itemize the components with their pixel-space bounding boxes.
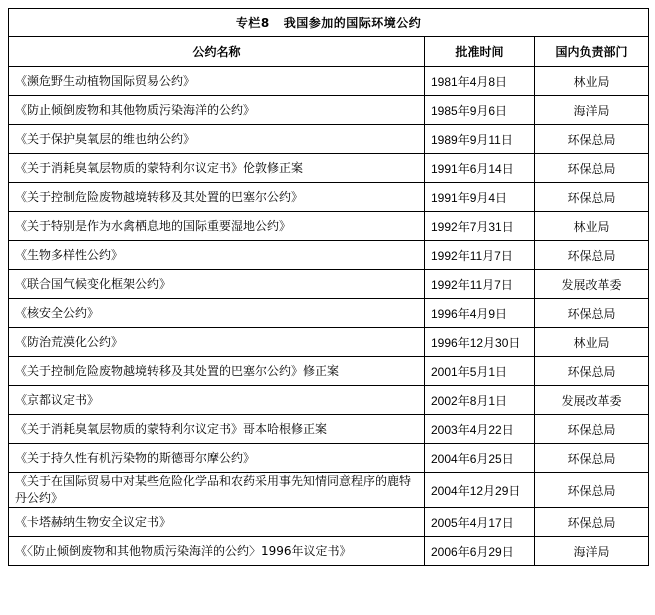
table-row [9,444,649,473]
conventions-table [8,8,649,566]
table-row [9,328,649,357]
department-cell: 环保总局 [535,444,649,473]
table-row [9,386,649,415]
header-dept: 国内负责部门 [535,37,649,67]
convention-name-cell: 《濒危野生动植物国际贸易公约》 [9,67,425,96]
table-row [9,299,649,328]
table-row [9,183,649,212]
approval-date-cell: 2001年5月1日 [425,357,535,386]
approval-date-cell: 2005年4月17日 [425,508,535,537]
department-cell: 海洋局 [535,96,649,125]
column-label: 专栏8 [235,16,270,30]
department-cell: 海洋局 [535,537,649,566]
department-cell: 环保总局 [535,357,649,386]
convention-name-cell: 《联合国气候变化框架公约》 [9,270,425,299]
approval-date-cell: 2006年6月29日 [425,537,535,566]
convention-name-cell: 《关于特别是作为水禽栖息地的国际重要湿地公约》 [9,212,425,241]
convention-name-cell: 《京都议定书》 [9,386,425,415]
header-date: 批准时间 [425,37,535,67]
department-cell: 林业局 [535,328,649,357]
table-row [9,537,649,566]
department-cell: 环保总局 [535,415,649,444]
department-cell: 环保总局 [535,125,649,154]
approval-date-cell: 1991年9月4日 [425,183,535,212]
table-title-row [9,9,649,37]
approval-date-cell: 2003年4月22日 [425,415,535,444]
table-row [9,125,649,154]
convention-name-cell: 《关于持久性有机污染物的斯德哥尔摩公约》 [9,444,425,473]
approval-date-cell: 2004年6月25日 [425,444,535,473]
table-row [9,212,649,241]
convention-name-cell: 《卡塔赫纳生物安全议定书》 [9,508,425,537]
table-row [9,241,649,270]
department-cell: 环保总局 [535,241,649,270]
convention-name-cell: 《关于消耗臭氧层物质的蒙特利尔议定书》哥本哈根修正案 [9,415,425,444]
approval-date-cell: 1996年4月9日 [425,299,535,328]
table-row [9,154,649,183]
department-cell: 环保总局 [535,473,649,508]
table-title [9,9,649,37]
approval-date-cell: 1991年6月14日 [425,154,535,183]
convention-name-cell: 《关于消耗臭氧层物质的蒙特利尔议定书》伦敦修正案 [9,154,425,183]
header-name: 公约名称 [9,37,425,67]
approval-date-cell: 2004年12月29日 [425,473,535,508]
approval-date-cell: 1992年11月7日 [425,270,535,299]
table-row [9,67,649,96]
table-row [9,473,649,508]
department-cell: 环保总局 [535,299,649,328]
department-cell: 环保总局 [535,508,649,537]
convention-name-cell: 《〈防止倾倒废物和其他物质污染海洋的公约〉1996年议定书》 [9,537,425,566]
conventions-panel [8,8,648,566]
convention-name-cell: 《关于控制危险废物越境转移及其处置的巴塞尔公约》 [9,183,425,212]
convention-name-cell: 《关于在国际贸易中对某些危险化学品和农药采用事先知情同意程序的鹿特丹公约》 [9,473,425,508]
table-row [9,357,649,386]
department-cell: 林业局 [535,212,649,241]
convention-name-cell: 《防止倾倒废物和其他物质污染海洋的公约》 [9,96,425,125]
approval-date-cell: 1996年12月30日 [425,328,535,357]
convention-name-cell: 《生物多样性公约》 [9,241,425,270]
convention-name-cell: 《核安全公约》 [9,299,425,328]
title-text: 我国参加的国际环境公约 [283,16,422,30]
approval-date-cell: 1992年7月31日 [425,212,535,241]
department-cell: 发展改革委 [535,270,649,299]
department-cell: 环保总局 [535,183,649,212]
approval-date-cell: 2002年8月1日 [425,386,535,415]
convention-name-cell: 《关于控制危险废物越境转移及其处置的巴塞尔公约》修正案 [9,357,425,386]
department-cell: 发展改革委 [535,386,649,415]
convention-name-cell: 《关于保护臭氧层的维也纳公约》 [9,125,425,154]
department-cell: 林业局 [535,67,649,96]
table-row [9,96,649,125]
approval-date-cell: 1992年11月7日 [425,241,535,270]
convention-name-cell: 《防治荒漠化公约》 [9,328,425,357]
approval-date-cell: 1981年4月8日 [425,67,535,96]
approval-date-cell: 1985年9月6日 [425,96,535,125]
table-row [9,270,649,299]
table-row [9,508,649,537]
approval-date-cell: 1989年9月11日 [425,125,535,154]
table-row [9,415,649,444]
header-row [9,37,649,67]
department-cell: 环保总局 [535,154,649,183]
